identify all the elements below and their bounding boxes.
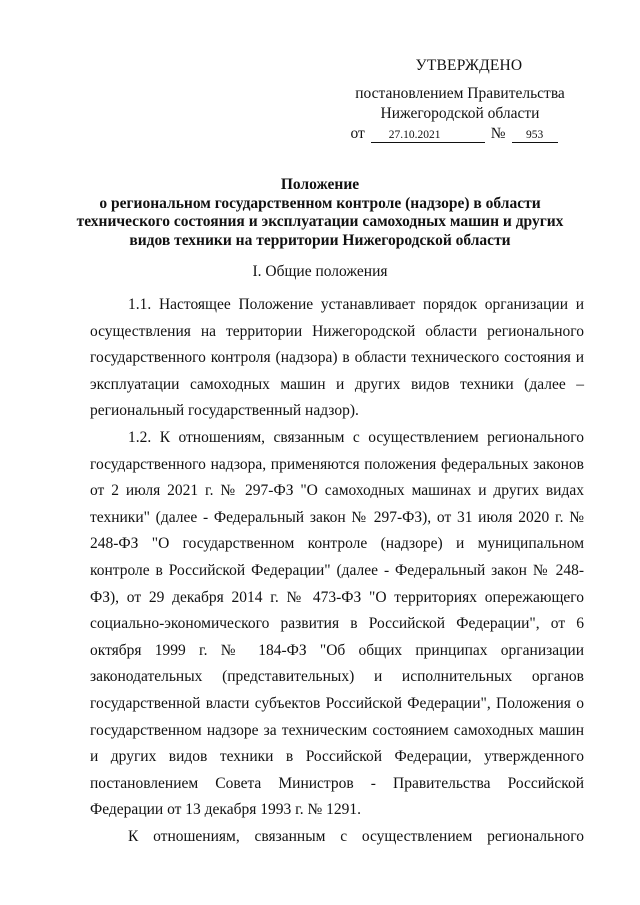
approval-stamp: УТВЕРЖДЕНО (415, 57, 523, 74)
paragraph-continued: К отношениям, связанным с осуществлением регионального (128, 827, 584, 845)
approval-number-line (334, 124, 580, 144)
approval-line-2: Нижегородской области (380, 105, 540, 122)
title-line-4: видов техники на территории Нижегородской области (129, 231, 511, 249)
title-line-1: Положение (280, 176, 360, 193)
paragraph-1-2: 1.2. К отношениям, связанным с осуществлением регионального государственного надзора, применяются положения федеральных законов от 2 июля 2021 г. № 297-ФЗ "О самоходных машинах и других видах техники" (далее - Федеральный закон № 297-ФЗ), от 31 июля 2020 г. № 248-ФЗ "О государственном контроле (надзоре) и муниципальном контроле в Российской Федерации" (далее - Федеральный закон № 248-ФЗ), от 29 декабря 2014 г. № 473-ФЗ "О территориях опережающего социально-экономического развития в Российской Федерации", от 6 октября 1999 г. № 184-ФЗ "Об общих принципах организации законодательных (представительных) и исполнительных органов государственной власти субъектов Российской Федерации", Положения о государственном надзоре за техническим состоянием самоходных машин и других видов техники в Российской Федерации, утвержденного постановлением Совета Министров - Правительства Российской Федерации от 13 декабря 1993 г. № 1291. (90, 428, 584, 819)
paragraph-1-1: 1.1. Настоящее Положение устанавливает порядок организации и осуществления на территории Нижегородской области регионального государственного контроля (надзора) в области технического состояния и эксплуатации самоходных машин и других видов техники (далее – региональный государственный надзор). (90, 296, 584, 420)
approval-date: 27.10.2021 (371, 128, 485, 143)
document-body (90, 292, 584, 850)
number-label: № (490, 125, 506, 142)
approval-number: 953 (512, 128, 558, 143)
from-label: от (350, 125, 365, 142)
section-heading: I. Общие положения (252, 263, 388, 280)
title-line-3: технического состояния и эксплуатации самоходных машин и других (76, 213, 564, 230)
title-line-2: о региональном государственном контроле (надзоре) в области (99, 194, 541, 212)
document-title (60, 176, 580, 250)
approval-line-1: постановлением Правительства (355, 85, 565, 102)
approval-block (340, 56, 580, 144)
